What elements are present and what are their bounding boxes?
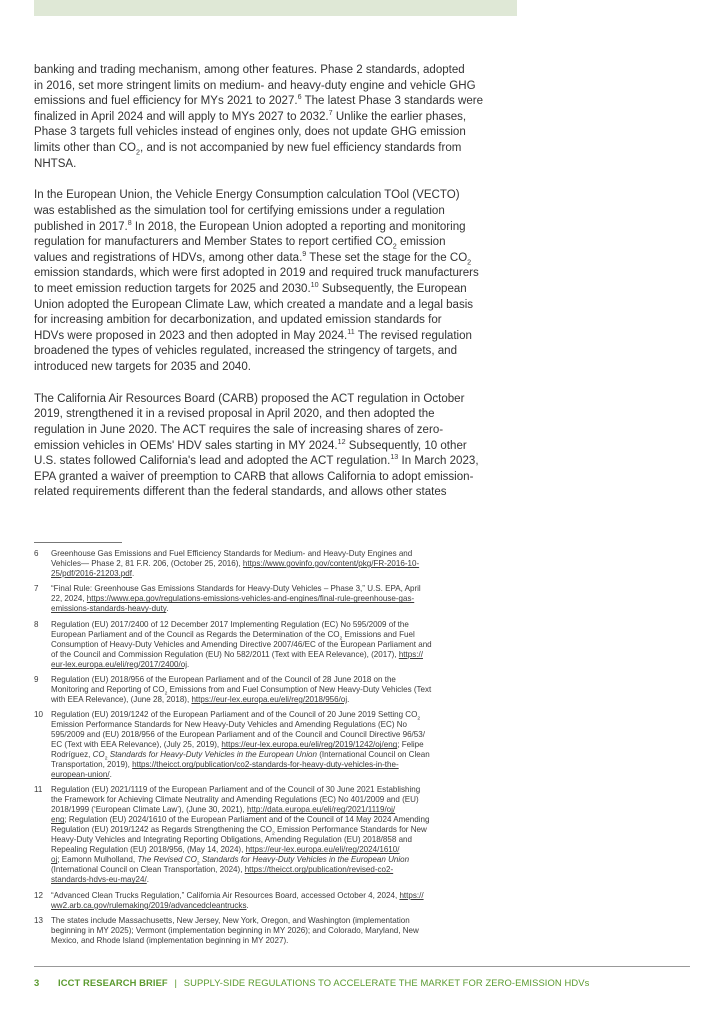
text-run: (International Council on Clean	[316, 750, 430, 760]
link-text[interactable]: https://	[398, 649, 423, 659]
subscript: 2	[339, 635, 343, 642]
text-run: Emissions from and Fuel Consumption of New Heavy-Duty Vehicles (Text	[167, 684, 432, 694]
text-run: Subsequently, 10 other	[345, 439, 467, 452]
link-text[interactable]: http://data.europa.eu/eli/reg/2021/1119/oj/	[246, 805, 396, 815]
text-line	[34, 298, 694, 314]
italic-title: Standards for Heavy-Duty Vehicles in the European Union	[107, 750, 317, 760]
text-run: Regulation (EU) 2021/1119 of the European Parliament and of the Council of 30 June 2021 Establishing	[51, 785, 421, 795]
text-line	[51, 720, 694, 730]
text-run: broadened the types of vehicles regulated, increased the stringency of targets, and	[34, 345, 458, 358]
footnote-text	[51, 620, 694, 670]
footnotes	[34, 549, 694, 951]
text-line	[34, 329, 694, 345]
text-line	[51, 675, 694, 685]
text-run: regulation for manufacturers and Member States to report certified CO	[34, 236, 393, 249]
text-line	[51, 730, 694, 740]
text-run: , and is not accompanied by new fuel efficiency standards from	[140, 141, 462, 154]
link-text[interactable]: oj	[51, 855, 58, 865]
link-text[interactable]: https://eur-lex.europa.eu/eli/reg/2018/956/oj	[191, 694, 348, 704]
footnote-ref: 11	[347, 327, 355, 336]
text-run: limits other than CO	[34, 141, 137, 154]
text-run: Greenhouse Gas Emissions and Fuel Efficiency Standards for Medium- and Heavy-Duty Engines and	[51, 549, 413, 558]
text-line	[34, 63, 694, 79]
body-paragraph	[34, 188, 694, 375]
footer-separator: |	[174, 977, 178, 988]
text-line	[51, 805, 694, 815]
text-line	[51, 926, 694, 936]
text-run: emission vehicles in OEMs' HDV sales starting in MY 2024.	[34, 439, 338, 452]
text-run: introduced new targets for 2035 and 2040.	[34, 360, 251, 373]
text-run: published in 2017.	[34, 220, 128, 233]
link-text[interactable]: european-union/	[51, 770, 110, 780]
link-text[interactable]: https://theicct.org/publication/revised-co2-	[244, 865, 394, 875]
footnote-ref: 7	[328, 108, 333, 117]
text-run: “Final Rule: Greenhouse Gas Emissions Standards for Heavy-Duty Vehicles – Phase 3,” U.S. EPA, April	[51, 584, 421, 594]
footnote-number: 8	[34, 619, 39, 629]
text-run: emission	[396, 236, 446, 249]
text-run: in 2016, set more stringent limits on medium- and heavy-duty engine and vehicle GHG	[34, 79, 476, 92]
text-line	[34, 423, 694, 439]
footnote-number: 13	[34, 916, 43, 926]
text-line	[51, 936, 694, 946]
text-line	[51, 549, 694, 559]
text-line	[34, 110, 694, 126]
body-paragraph	[34, 63, 694, 172]
link-text[interactable]: https://eur-lex.europa.eu/eli/reg/2024/1610/	[245, 845, 400, 855]
text-run: banking and trading mechanism, among other features. Phase 2 standards, adopted	[34, 64, 465, 76]
text-line	[51, 710, 694, 720]
text-run: The California Air Resources Board (CARB) proposed the ACT regulation in October	[34, 392, 465, 405]
text-line	[51, 584, 694, 594]
text-line	[34, 407, 694, 423]
text-run: finalized in April 2024 and will apply to MYs 2027 to 2032.	[34, 110, 329, 123]
text-run: .	[109, 770, 112, 780]
text-line	[34, 79, 694, 95]
text-run: ; Felipe	[397, 740, 424, 750]
body-paragraph	[34, 392, 694, 501]
text-line	[34, 313, 694, 329]
footnote-number: 12	[34, 890, 43, 900]
text-run: Consumption of Heavy-Duty Vehicles and Amending Directive 2007/46/EC of the European Parliament and	[51, 639, 432, 649]
text-line	[34, 94, 694, 110]
text-run: Unlike the earlier phases,	[332, 110, 467, 123]
footnote-text	[51, 916, 694, 946]
link-text[interactable]: https://theicct.org/publication/co2-standards-for-heavy-duty-vehicles-in-the-	[132, 760, 399, 770]
text-run: Regulation (EU) 2017/2400 of 12 December 2017 Implementing Regulation (EC) No 595/2009 of the	[51, 619, 409, 629]
text-run: 595/2009 and (EU) 2018/956 of the European Parliament and of the Council and Council Directive 96/53/	[51, 730, 425, 740]
text-run: ; Regulation (EU) 2024/1610 of the European Parliament and of the Council of 14 May 2024 Amending	[64, 815, 430, 825]
text-run: (International Council on Clean Transportation, 2024),	[51, 865, 245, 875]
link-text[interactable]: https://eur-lex.europa.eu/eli/reg/2019/1242/oj/eng	[221, 740, 398, 750]
text-run: emission standards, which were first adopted in 2019 and required truck manufacturers	[34, 267, 479, 280]
text-run: Vehicles— Phase 2, 81 F.R. 206, (October 25, 2016),	[51, 559, 243, 568]
footnote-ref: 6	[297, 93, 302, 102]
text-line	[51, 640, 694, 650]
text-line	[51, 795, 694, 805]
text-line	[51, 875, 694, 885]
text-run: Regulation (EU) 2018/956 of the European Parliament and of the Council of 28 June 2018 on the	[51, 674, 396, 684]
subscript: 2	[136, 148, 141, 157]
footnote-text	[51, 584, 694, 614]
text-run: related requirements different than the federal standards, and allows other states	[34, 486, 447, 499]
footnote-number: 7	[34, 584, 39, 594]
text-line	[51, 760, 694, 770]
text-line	[51, 891, 694, 901]
footnote	[34, 620, 694, 670]
subscript: 2	[271, 831, 275, 838]
footnote-ref: 12	[337, 437, 346, 446]
text-run: regulation in June 2020. The ACT requires the sale of increasing shares of zero-	[34, 424, 444, 437]
text-run: of the Council and Commission Regulation (EU) No 582/2011 (Text with EEA Relevance), (2017),	[51, 649, 399, 659]
link-text[interactable]: https://	[399, 890, 424, 900]
text-line	[51, 770, 694, 780]
text-line	[51, 901, 694, 911]
text-line	[34, 141, 694, 157]
footnote	[34, 549, 694, 579]
text-line	[51, 630, 694, 640]
text-run: In 2018, the European Union adopted a reporting and monitoring	[131, 220, 466, 233]
text-run: .	[132, 569, 135, 578]
footnote	[34, 675, 694, 705]
text-run: Subsequently, the European	[318, 283, 467, 296]
footnote-text	[51, 549, 694, 579]
text-run: Regulation (EU) 2019/1242 of the European Parliament and of the Council of 20 June 2019 Setting CO	[51, 710, 418, 720]
text-run: Monitoring and Reporting of CO	[51, 684, 165, 694]
text-line	[34, 360, 694, 376]
link-text[interactable]: https://www.govinfo.gov/content/pkg/FR-2016-10-	[242, 559, 420, 568]
text-line	[51, 685, 694, 695]
footnote-number: 9	[34, 674, 39, 684]
footnote-ref: 13	[390, 453, 399, 462]
text-run: with EEA Relevance), (June 28, 2018),	[51, 694, 192, 704]
footnote-number: 11	[34, 785, 43, 795]
text-run: was established as the simulation tool for certifying emissions under a regulation	[34, 205, 445, 218]
text-line	[51, 845, 694, 855]
subscript: 2	[196, 861, 200, 868]
text-run: The revised regulation	[354, 329, 472, 342]
link-text[interactable]: https://www.epa.gov/regulations-emissions-vehicles-and-engines/final-rule-greenhouse-gas-	[86, 594, 415, 604]
text-line	[51, 695, 694, 705]
text-line	[51, 815, 694, 825]
text-line	[34, 266, 694, 282]
link-text[interactable]: 25/pdf/2016-21203.pdf	[51, 569, 132, 578]
italic-title: The Revised CO	[137, 855, 197, 865]
text-line	[34, 125, 694, 141]
subscript: 2	[467, 258, 472, 267]
text-run: Emission Performance Standards for New Heavy-Duty Vehicles and Amending Regulations (EC) No	[51, 720, 408, 730]
text-run: The latest Phase 3 standards were	[301, 95, 484, 108]
text-run: .	[146, 875, 149, 885]
text-line	[34, 344, 694, 360]
footnote-text	[51, 675, 694, 705]
footnote-ref: 9	[302, 249, 307, 258]
text-run: the Framework for Achieving Climate Neutrality and Amending Regulations (EC) No 401/2009 and (EU)	[51, 795, 419, 805]
text-run: EC (Text with EEA Relevance), (July 25, 2019),	[51, 740, 222, 750]
text-run: emissions and fuel efficiency for MYs 2021 to 2027.	[34, 95, 298, 108]
footnote	[34, 916, 694, 946]
text-line	[51, 620, 694, 630]
text-run: Mexico, and Rhode Island (implementation beginning in MY 2027).	[51, 936, 289, 946]
italic-title: Standards for Heavy-Duty Vehicles in the European Union	[199, 855, 410, 865]
footnote-ref: 8	[127, 218, 132, 227]
header-band	[34, 0, 517, 16]
text-line	[34, 392, 694, 408]
body-text	[34, 63, 694, 517]
text-run: U.S. states followed California's lead and adopted the ACT regulation.	[34, 455, 391, 468]
text-line	[34, 282, 694, 298]
text-line	[34, 157, 694, 173]
text-run: .	[246, 900, 249, 910]
text-line	[51, 785, 694, 795]
text-run: These set the stage for the CO	[306, 251, 468, 264]
text-line	[34, 220, 694, 236]
footnote	[34, 891, 694, 911]
text-line	[51, 750, 694, 760]
text-run: In the European Union, the Vehicle Energy Consumption calculation TOol (VECTO)	[34, 189, 460, 202]
text-run: In March 2023,	[398, 455, 479, 468]
footnote	[34, 710, 694, 780]
text-line	[51, 835, 694, 845]
text-run: NHTSA.	[34, 157, 77, 170]
text-run: EPA granted a waiver of preemption to CARB that allows California to adopt emission-	[34, 470, 474, 483]
text-line	[34, 470, 694, 486]
text-run: .	[347, 694, 350, 704]
link-text[interactable]: eur-lex.europa.eu/eli/reg/2017/2400/oj	[51, 659, 187, 669]
subscript: 2	[164, 690, 168, 697]
text-line	[34, 485, 694, 501]
text-line	[51, 559, 694, 569]
text-run: beginning in MY 2025); Vermont (implementation beginning in MY 2026); and Colorado, Maryland, New	[51, 926, 419, 936]
page-footer	[34, 977, 589, 988]
text-line	[34, 454, 694, 470]
text-line	[51, 660, 694, 670]
text-line	[51, 569, 694, 579]
footnote-text	[51, 710, 694, 780]
text-run: Regulation (EU) 2019/1242 as Regards Strengthening the CO	[51, 825, 272, 835]
footnote-text	[51, 785, 694, 885]
italic-title: CO	[92, 750, 105, 760]
page-number: 3	[34, 977, 40, 988]
text-run: 2018/1999 (‘European Climate Law’), (June 30, 2021),	[51, 805, 247, 815]
footer-brand: ICCT RESEARCH BRIEF	[58, 977, 168, 988]
text-run: The states include Massachusetts, New Jersey, New York, Oregon, and Washington (implementation	[51, 916, 410, 926]
subscript: 2	[417, 715, 421, 722]
subscript: 2	[392, 242, 397, 251]
footnote-number: 10	[34, 710, 43, 720]
text-run: to meet emission reduction targets for 2025 and 2030.	[34, 283, 311, 296]
footnote-number: 6	[34, 549, 39, 558]
link-text[interactable]: eng	[51, 815, 65, 825]
text-run: Union adopted the European Climate Law, which created a mandate and a legal basis	[34, 298, 474, 311]
text-line	[51, 594, 694, 604]
text-line	[34, 204, 694, 220]
footnote	[34, 785, 694, 885]
text-line	[51, 604, 694, 614]
text-run: Emissions and Fuel	[342, 629, 415, 639]
text-run: .	[166, 604, 169, 614]
text-run: 22, 2024,	[51, 594, 87, 604]
text-line	[51, 740, 694, 750]
text-run: ; Eamonn Mulholland,	[57, 855, 138, 865]
text-run: Repealing Regulation (EU) 2018/956, (May 14, 2024),	[51, 845, 246, 855]
footnote	[34, 584, 694, 614]
link-text[interactable]: standards-hdvs-eu-may24/	[51, 875, 147, 885]
text-run: Heavy-Duty Vehicles and Integrating Reporting Obligations, Amending Regulation (EU) 2018/858 and	[51, 835, 412, 845]
text-run: .	[187, 659, 190, 669]
subscript: 2	[104, 755, 108, 762]
text-line	[51, 865, 694, 875]
link-text[interactable]: ww2.arb.ca.gov/rulemaking/2019/advancedcleantrucks	[51, 900, 247, 910]
footer-rule	[34, 966, 690, 967]
text-run: Emission Performance Standards for New	[274, 825, 427, 835]
text-run: “Advanced Clean Trucks Regulation,” California Air Resources Board, accessed October 4, 2024,	[51, 890, 400, 900]
text-line	[34, 439, 694, 455]
footnote-rule	[34, 542, 122, 543]
footer-title: SUPPLY-SIDE REGULATIONS TO ACCELERATE THE MARKET FOR ZERO-EMISSION HDVs	[183, 977, 590, 988]
text-run: Phase 3 targets full vehicles instead of engines only, does not update GHG emission	[34, 126, 466, 139]
footnote-ref: 10	[310, 281, 319, 290]
text-line	[34, 251, 694, 267]
link-text[interactable]: emissions-standards-heavy-duty	[51, 604, 167, 614]
text-line	[34, 188, 694, 204]
text-run: values and registrations of HDVs, among other data.	[34, 251, 303, 264]
text-run: HDVs were proposed in 2023 and then adopted in May 2024.	[34, 329, 348, 342]
text-line	[51, 650, 694, 660]
text-run: 2019, strengthened it in a revised proposal in April 2020, and then adopted the	[34, 408, 435, 421]
text-run: for increasing ambition for decarbonization, and updated emission standards for	[34, 314, 442, 327]
text-line	[51, 825, 694, 838]
text-run: European Parliament and of the Council as Regards the Determination of the CO	[51, 629, 340, 639]
text-run: Rodríguez,	[51, 750, 93, 760]
text-line	[51, 916, 694, 926]
text-run: Transportation, 2019),	[51, 760, 133, 770]
text-line	[51, 855, 694, 868]
footnote-text	[51, 891, 694, 911]
text-line	[34, 235, 694, 251]
